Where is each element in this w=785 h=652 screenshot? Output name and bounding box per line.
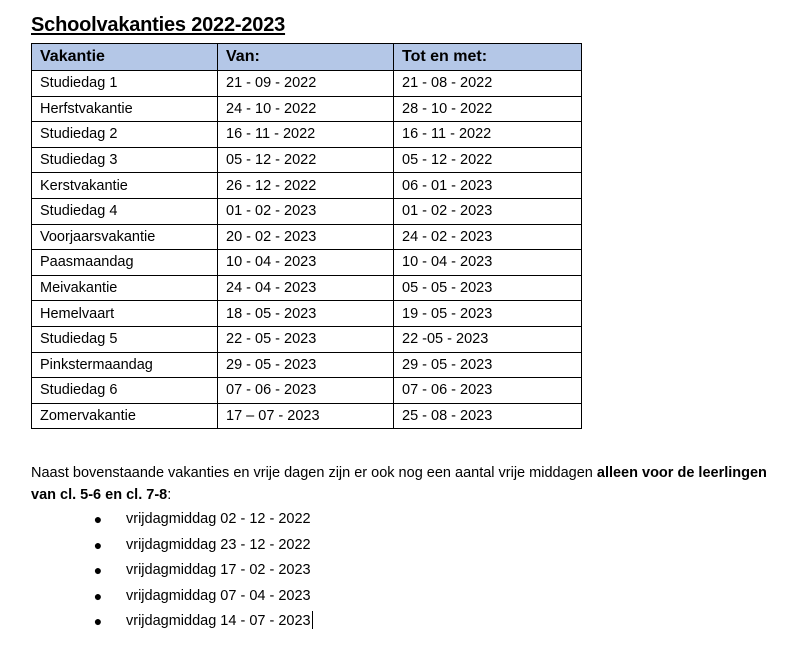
table-row <box>32 301 582 327</box>
cell-vakantie: Voorjaarsvakantie <box>32 224 218 250</box>
note-intro: Naast bovenstaande vakanties en vrije dagen zijn er ook nog een aantal vrije middagen <box>31 465 597 481</box>
cell-vakantie: Hemelvaart <box>32 301 218 327</box>
table-header-row <box>32 44 582 71</box>
cell-vakantie: Studiedag 1 <box>32 71 218 97</box>
table-body <box>32 71 582 429</box>
cell-van: 07 - 06 - 2023 <box>218 378 394 404</box>
cell-tot-en-met: 07 - 06 - 2023 <box>394 378 582 404</box>
cell-van: 05 - 12 - 2022 <box>218 147 394 173</box>
cell-vakantie: Paasmaandag <box>32 250 218 276</box>
cell-tot-en-met: 29 - 05 - 2023 <box>394 352 582 378</box>
note-bold-text: alleen voor de leerlingen van cl. 5-6 en cl. 7-8 <box>31 465 767 503</box>
cell-vakantie: Herfstvakantie <box>32 96 218 122</box>
cell-van: 01 - 02 - 2023 <box>218 198 394 224</box>
list-item <box>0 584 313 610</box>
cell-tot-en-met: 10 - 04 - 2023 <box>394 250 582 276</box>
cell-van: 26 - 12 - 2022 <box>218 173 394 199</box>
cell-vakantie: Studiedag 6 <box>32 378 218 404</box>
bullet-icon: ● <box>93 536 103 553</box>
table-row <box>32 71 582 97</box>
free-afternoons-list <box>0 507 313 635</box>
list-item-text: vrijdagmiddag 02 - 12 - 2022 <box>126 511 311 527</box>
cell-tot-en-met: 16 - 11 - 2022 <box>394 122 582 148</box>
table-row <box>32 326 582 352</box>
list-item <box>0 558 313 584</box>
table-row <box>32 173 582 199</box>
cell-vakantie: Zomervakantie <box>32 403 218 429</box>
note-suffix: : <box>167 487 172 503</box>
list-item-text: vrijdagmiddag 23 - 12 - 2022 <box>126 536 311 553</box>
free-afternoons-note <box>31 462 776 506</box>
cell-vakantie: Studiedag 4 <box>32 198 218 224</box>
list-item-text: vrijdagmiddag 07 - 04 - 2023 <box>126 587 311 604</box>
holiday-table <box>31 43 582 429</box>
cell-van: 24 - 10 - 2022 <box>218 96 394 122</box>
cell-vakantie: Studiedag 2 <box>32 122 218 148</box>
bullet-icon: ● <box>93 613 103 630</box>
header-tot-en-met: Tot en met: <box>394 44 582 71</box>
list-item <box>0 533 313 559</box>
table-row <box>32 122 582 148</box>
cell-vakantie: Meivakantie <box>32 275 218 301</box>
cell-van: 29 - 05 - 2023 <box>218 352 394 378</box>
list-item-text: vrijdagmiddag 14 - 07 - 2023 <box>126 613 311 630</box>
list-item <box>0 609 313 635</box>
cell-tot-en-met: 24 - 02 - 2023 <box>394 224 582 250</box>
table-row <box>32 147 582 173</box>
cell-tot-en-met: 28 - 10 - 2022 <box>394 96 582 122</box>
table-row <box>32 352 582 378</box>
cell-van: 10 - 04 - 2023 <box>218 250 394 276</box>
cell-vakantie: Studiedag 5 <box>32 326 218 352</box>
cell-vakantie: Kerstvakantie <box>32 173 218 199</box>
cell-tot-en-met: 01 - 02 - 2023 <box>394 198 582 224</box>
cell-vakantie: Pinkstermaandag <box>32 352 218 378</box>
cell-tot-en-met: 22 -05 - 2023 <box>394 326 582 352</box>
table-row <box>32 403 582 429</box>
text-cursor <box>312 611 313 629</box>
cell-van: 18 - 05 - 2023 <box>218 301 394 327</box>
cell-tot-en-met: 05 - 05 - 2023 <box>394 275 582 301</box>
cell-van: 24 - 04 - 2023 <box>218 275 394 301</box>
table-row <box>32 250 582 276</box>
cell-van: 22 - 05 - 2023 <box>218 326 394 352</box>
cell-van: 17 – 07 - 2023 <box>218 403 394 429</box>
table-row <box>32 224 582 250</box>
cell-van: 16 - 11 - 2022 <box>218 122 394 148</box>
cell-van: 21 - 09 - 2022 <box>218 71 394 97</box>
table-row <box>32 198 582 224</box>
header-van: Van: <box>218 44 394 71</box>
bullet-icon: ● <box>93 562 103 579</box>
table-row <box>32 275 582 301</box>
table-row <box>32 96 582 122</box>
list-item-text: vrijdagmiddag 17 - 02 - 2023 <box>126 562 311 579</box>
cell-tot-en-met: 25 - 08 - 2023 <box>394 403 582 429</box>
cell-tot-en-met: 21 - 08 - 2022 <box>394 71 582 97</box>
cell-tot-en-met: 05 - 12 - 2022 <box>394 147 582 173</box>
page-title: Schoolvakanties 2022-2023 <box>31 14 286 36</box>
table-row <box>32 378 582 404</box>
bullet-icon: ● <box>93 511 103 527</box>
list-item <box>0 507 313 533</box>
cell-van: 20 - 02 - 2023 <box>218 224 394 250</box>
bullet-icon: ● <box>93 587 103 604</box>
cell-vakantie: Studiedag 3 <box>32 147 218 173</box>
cell-tot-en-met: 06 - 01 - 2023 <box>394 173 582 199</box>
header-vakantie: Vakantie <box>32 44 218 71</box>
cell-tot-en-met: 19 - 05 - 2023 <box>394 301 582 327</box>
